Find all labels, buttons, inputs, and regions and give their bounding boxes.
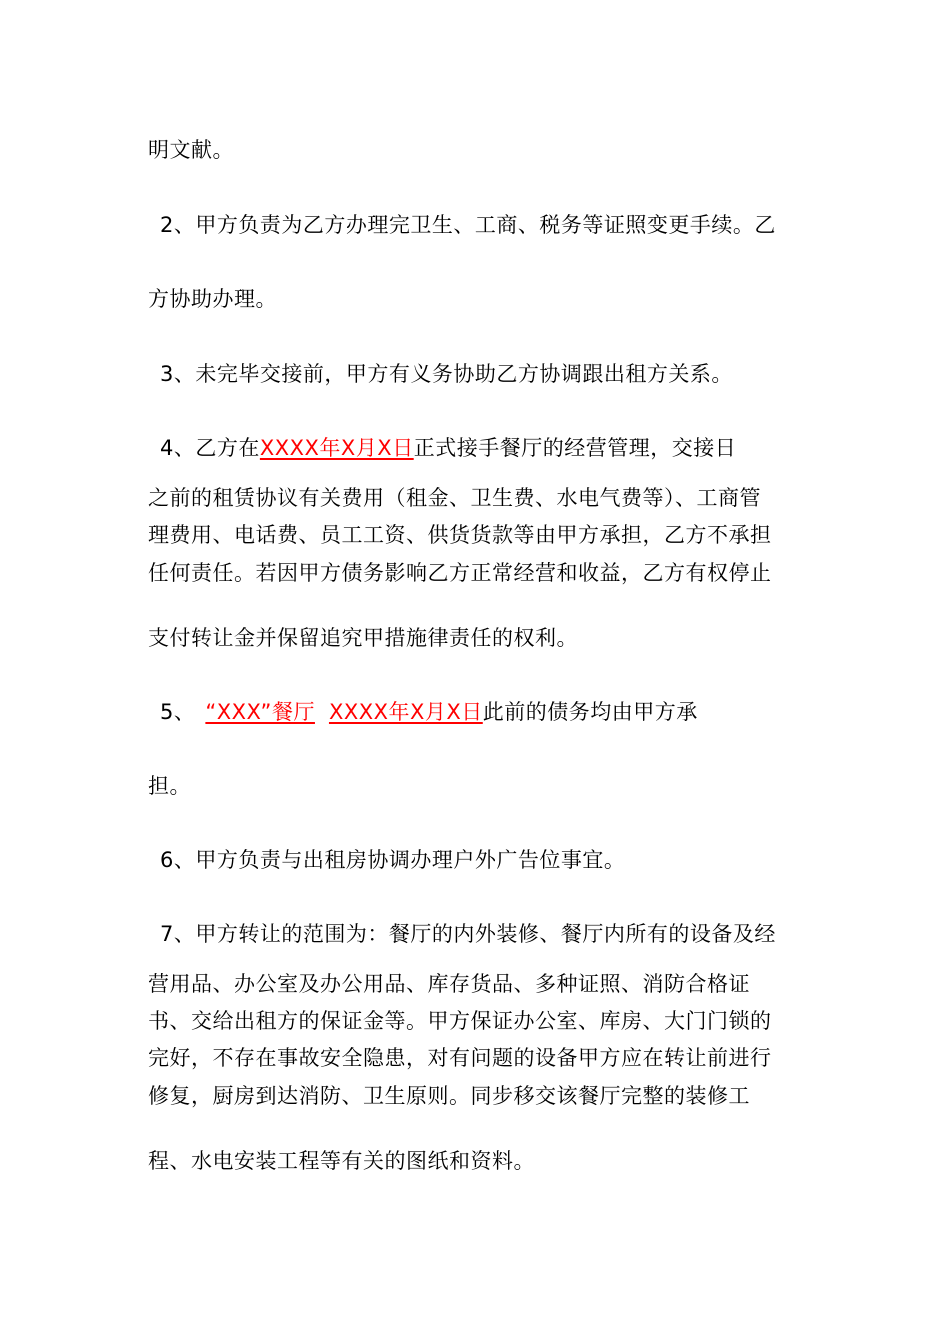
line-text: 支付转让金并保留追究甲措施律责任的权利。 [148,626,578,650]
restaurant-name-placeholder: “XXX”餐厅 [205,700,315,724]
line-text: 3、未完毕交接前，甲方有义务协助乙方协调跟出租方关系。 [160,362,733,386]
line-text: 之前的租赁协议有关费用（租金、卫生费、水电气费等）、工商管 [148,486,761,510]
line-text: 4、乙方在 [160,436,260,460]
date-placeholder: XXXX年X月X日 [328,700,483,724]
paragraph-line [160,211,776,239]
paragraph-line [160,360,733,388]
paragraph-line [148,521,772,549]
paragraph-line [148,1082,750,1110]
paragraph-line [160,920,776,948]
line-text: 修复，厨房到达消防、卫生原则。同步移交该餐厅完整的装修工 [148,1084,750,1108]
paragraph-line [148,484,761,512]
paragraph-line [148,772,191,800]
date-placeholder: XXXX年X月X日 [259,436,414,460]
line-text: 书、交给出租方的保证金等。甲方保证办公室、库房、大门门锁的 [148,1009,772,1033]
line-text: 明文献。 [148,138,234,162]
line-text: 5、 [160,700,196,724]
paragraph-line [160,698,698,726]
paragraph-line [148,1044,772,1072]
paragraph-line [148,1147,535,1175]
paragraph-line [160,434,736,462]
paragraph-line [160,846,625,874]
line-text: 担。 [148,774,191,798]
line-text: 方协助办理。 [148,287,277,311]
line-text: 6、甲方负责与出租房协调办理户外广告位事宜。 [160,848,626,872]
line-text: 正式接手餐厅的经营管理，交接日 [413,436,737,460]
paragraph-line [148,1007,772,1035]
paragraph-line [148,559,772,587]
line-text: 7、甲方转让的范围为：餐厅的内外装修、餐厅内所有的设备及经 [160,922,776,946]
line-text: 2、甲方负责为乙方办理完卫生、工商、税务等证照变更手续。乙 [160,213,776,237]
paragraph-line [148,285,277,313]
paragraph-line [148,970,750,998]
line-text: 营用品、办公室及办公用品、库存货品、多种证照、消防合格证 [148,972,750,996]
line-text: 程、水电安装工程等有关的图纸和资料。 [148,1149,535,1173]
line-text: 理费用、电话费、员工工资、供货货款等由甲方承担，乙方不承担 [148,523,772,547]
line-text: 任何责任。若因甲方债务影响乙方正常经营和收益，乙方有权停止 [148,561,772,585]
line-text: 此前的债务均由甲方承 [482,700,698,724]
paragraph-line [148,136,234,164]
line-text: 完好，不存在事故安全隐患，对有问题的设备甲方应在转让前进行 [148,1046,772,1070]
paragraph-line [148,624,578,652]
